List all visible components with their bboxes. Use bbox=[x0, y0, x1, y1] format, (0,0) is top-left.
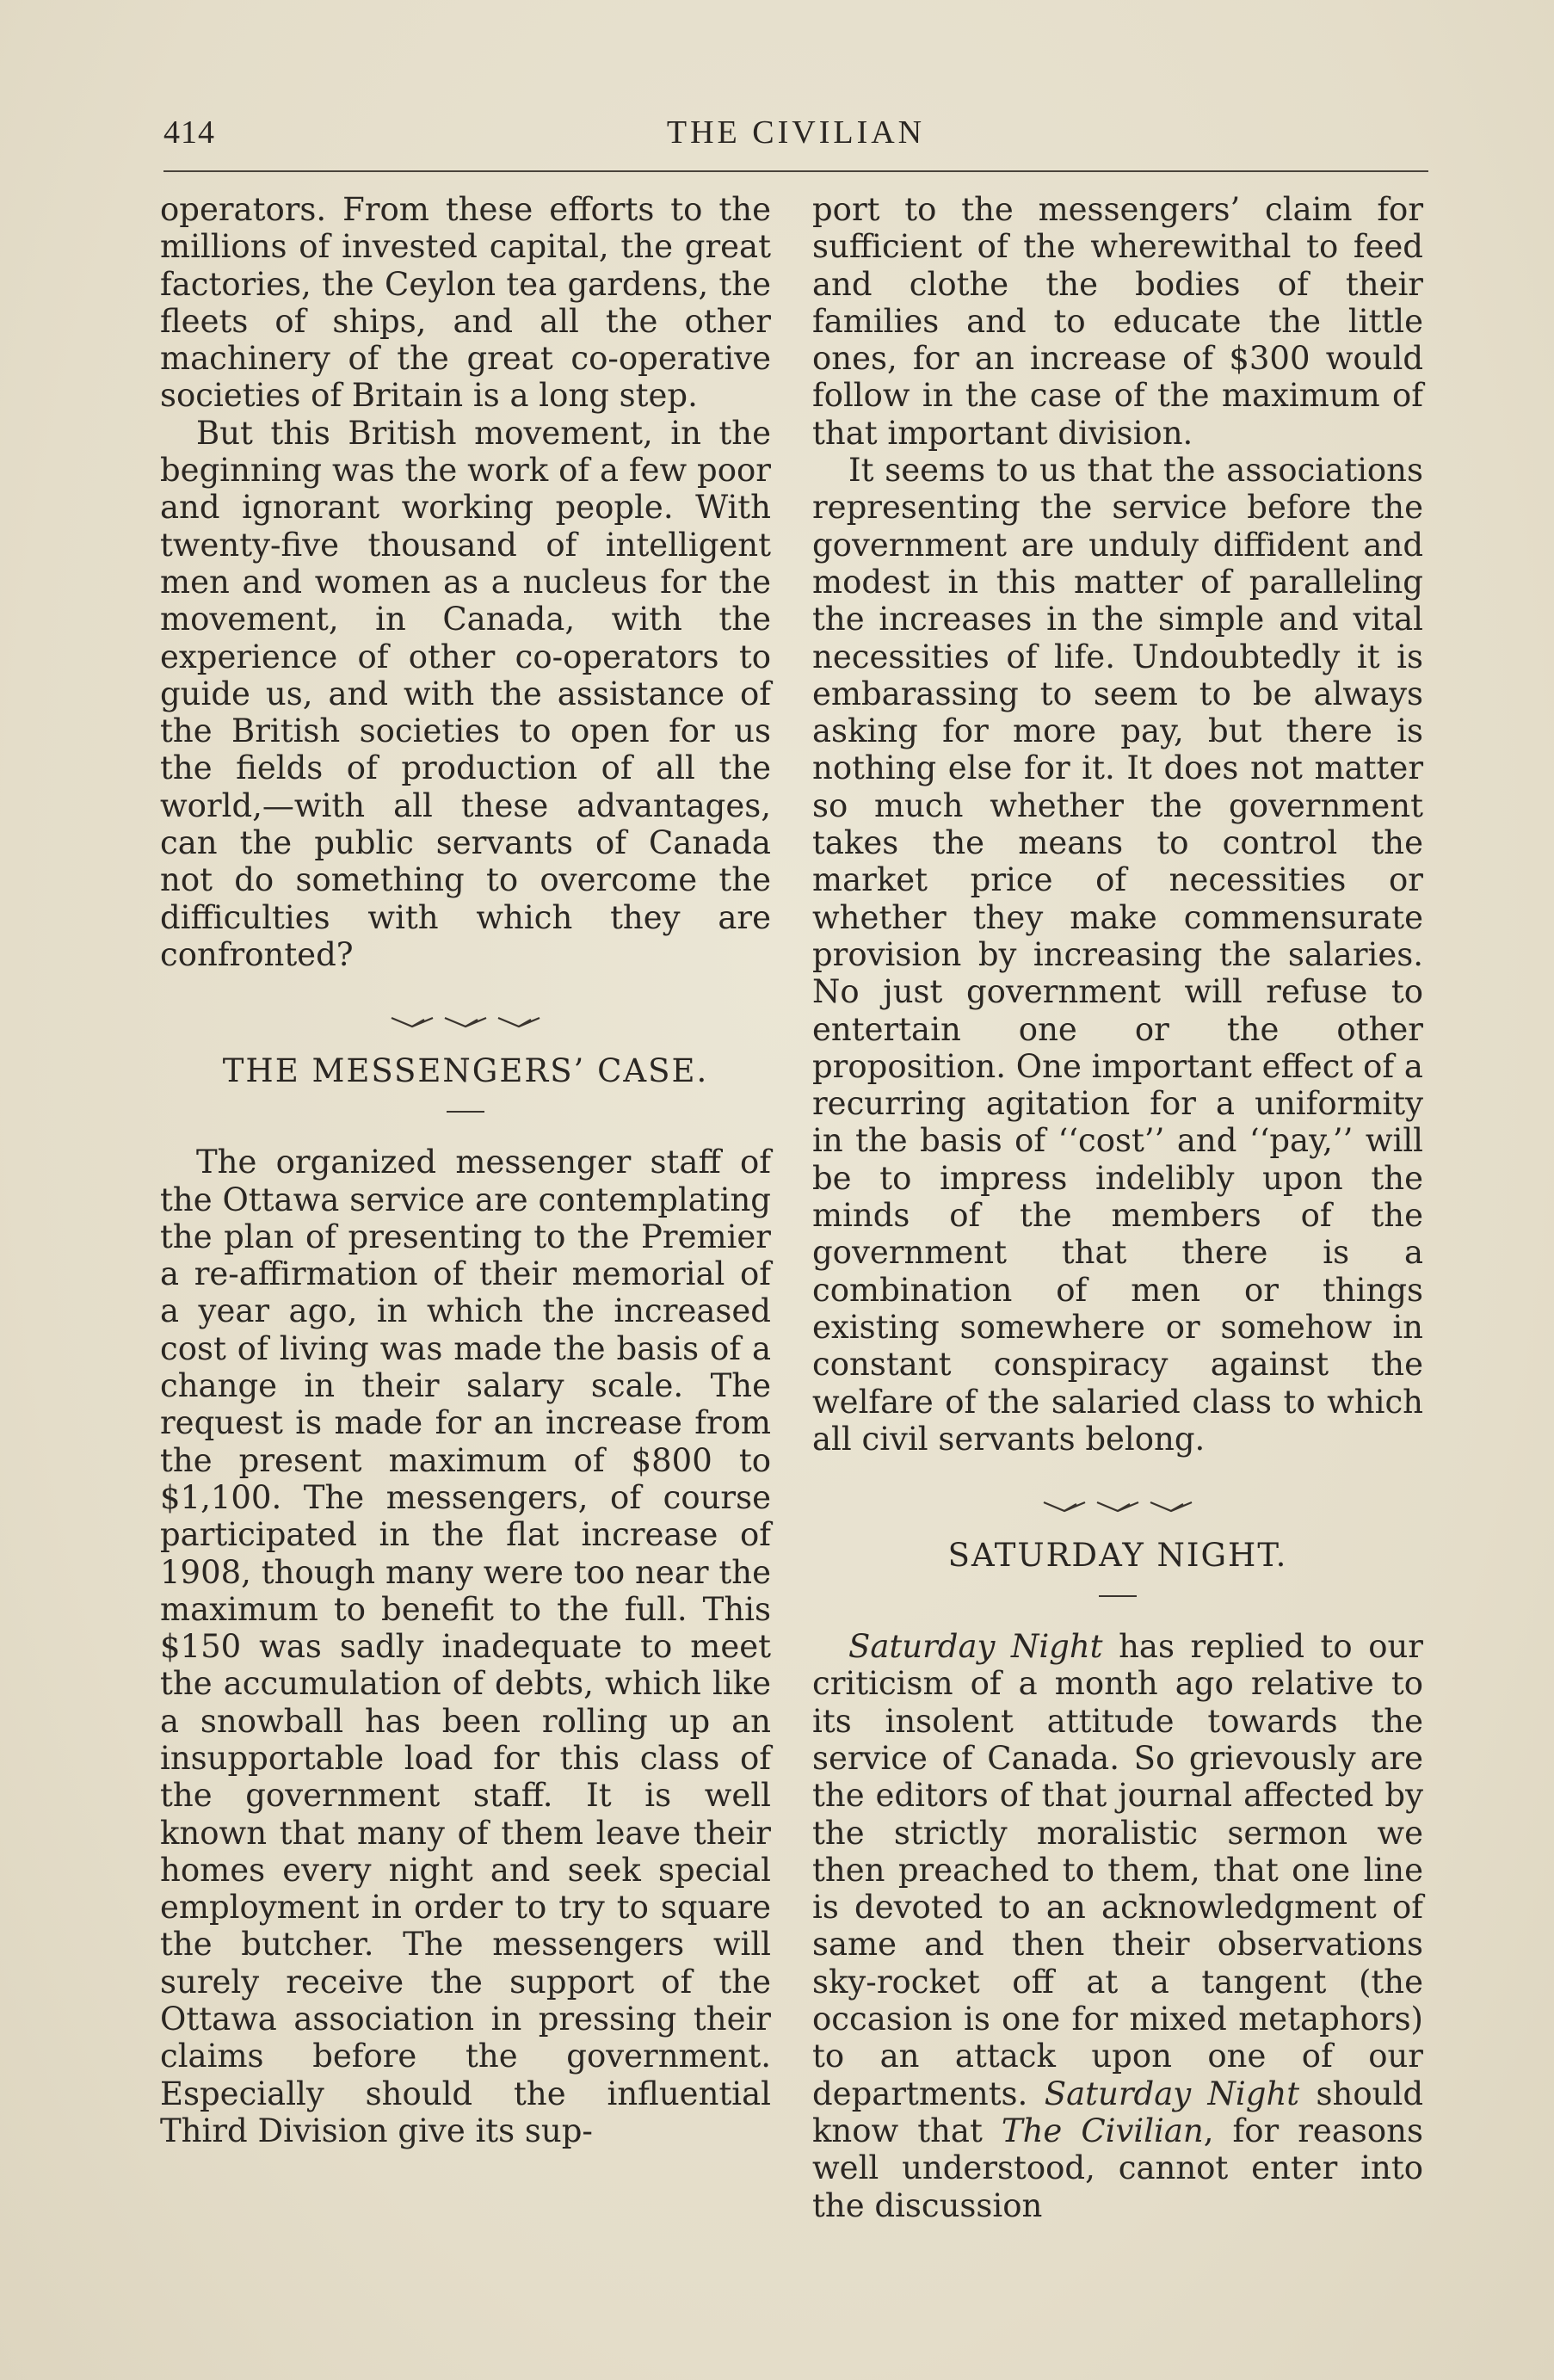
right-column bbox=[812, 191, 1423, 2224]
right-paragraph-2: It seems to us that the associations representing the service before the government are unduly diffident and modest in this matter of paralleling the increases in the simple and vital necessities of life. Undoubtedly it is embarassing to seem to be always asking for more pay, but there is nothing else for it. It does not matter so much whether the government takes the means to control the market price of necessities or whether they make commensurate provision by increasing the salaries. No just government will refuse to entertain one or the other proposition. One important effect of a recurring agitation for a uniformity in the basis of ‘‘cost’’ and ‘‘pay,’’ will be to impress indelibly upon the minds of the members of the government that there is a combination of men or things existing somewhere or somehow in constant conspiracy against the welfare of the salaried class to which all civil servants belong. bbox=[812, 452, 1423, 1458]
italic-title: Saturday Night bbox=[848, 1628, 1103, 1666]
saturday-night-heading: SATURDAY NIGHT. bbox=[947, 1537, 1288, 1575]
section-ornament-icon bbox=[812, 1492, 1423, 1526]
italic-title: The Civilian bbox=[1001, 2112, 1204, 2149]
heading-dash bbox=[812, 1575, 1423, 1609]
text-run: , for reasons well understood, cannot enter into the discussion bbox=[812, 2112, 1423, 2224]
left-paragraph-1: operators. From these efforts to the millions of invested capital, the great factories, the Ceylon tea gardens, the fleets of ships, and all the other machinery of the great co-operative societies of Britain is a long step. bbox=[160, 191, 771, 415]
messengers-case-heading: THE MESSENGERS’ CASE. bbox=[222, 1052, 709, 1090]
italic-title: Saturday Night bbox=[1044, 2075, 1300, 2112]
section-ornament-icon bbox=[160, 1008, 771, 1042]
header-rule bbox=[163, 170, 1428, 172]
left-paragraph-2: But this British movement, in the beginning was the work of a few poor and ignorant working people. With twenty-five thousand of intelligent men and women as a nucleus for the movement, in Canada, with the experience of other co-operators to guide us, and with the assistance of the British societies to open for us the fields of production of all the world,—with all these advantages, can the public servants of Canada not do something to overcome the difficulties with which they are confronted? bbox=[160, 414, 771, 973]
right-paragraph-1: port to the messengers’ claim for sufficient of the wherewithal to feed and clothe the bodies of their families and to educate the little ones, for an increase of $300 would follow in the case of the maximum of that important division. bbox=[812, 191, 1423, 452]
running-title: THE CIVILIAN bbox=[666, 114, 926, 151]
heading-dash bbox=[160, 1090, 771, 1125]
left-paragraph-3: The organized messenger staff of the Ottawa service are contemplating the plan of presenting to the Premier a re-affirmation of their memorial of a year ago, in which the increased cost of living was made the basis of a change in their salary scale. The request is made for an increase from the present maximum of $800 to $1,100. The messengers, of course participated in the flat increase of 1908, though many were too near the maximum to benefit to the full. This $150 was sadly inadequate to meet the accumulation of debts, which like a snowball has been rolling up an insupportable load for this class of the government staff. It is well known that many of them leave their homes every night and seek special employment in order to try to square the butcher. The messengers will surely receive the support of the Ottawa association in pressing their claims before the government. Especially should the influential Third Division give its sup- bbox=[160, 1144, 771, 2149]
right-paragraph-3 bbox=[812, 1628, 1423, 2224]
page-number: 414 bbox=[163, 114, 215, 151]
page-header bbox=[163, 110, 1428, 162]
left-column bbox=[160, 191, 771, 2149]
text-run: should know that bbox=[812, 2075, 1423, 2149]
text-run: has replied to our criticism of a month ago relative to its insolent attitude towards the service of Canada. So grievously are the editors of that journal affected by the strictly moralistic sermon we then preached to them, that one line is devoted to an acknowledgment of same and then their observations sky-rocket off at a tangent (the occasion is one for mixed metaphors) to an attack upon one of our departments. bbox=[812, 1628, 1423, 2112]
